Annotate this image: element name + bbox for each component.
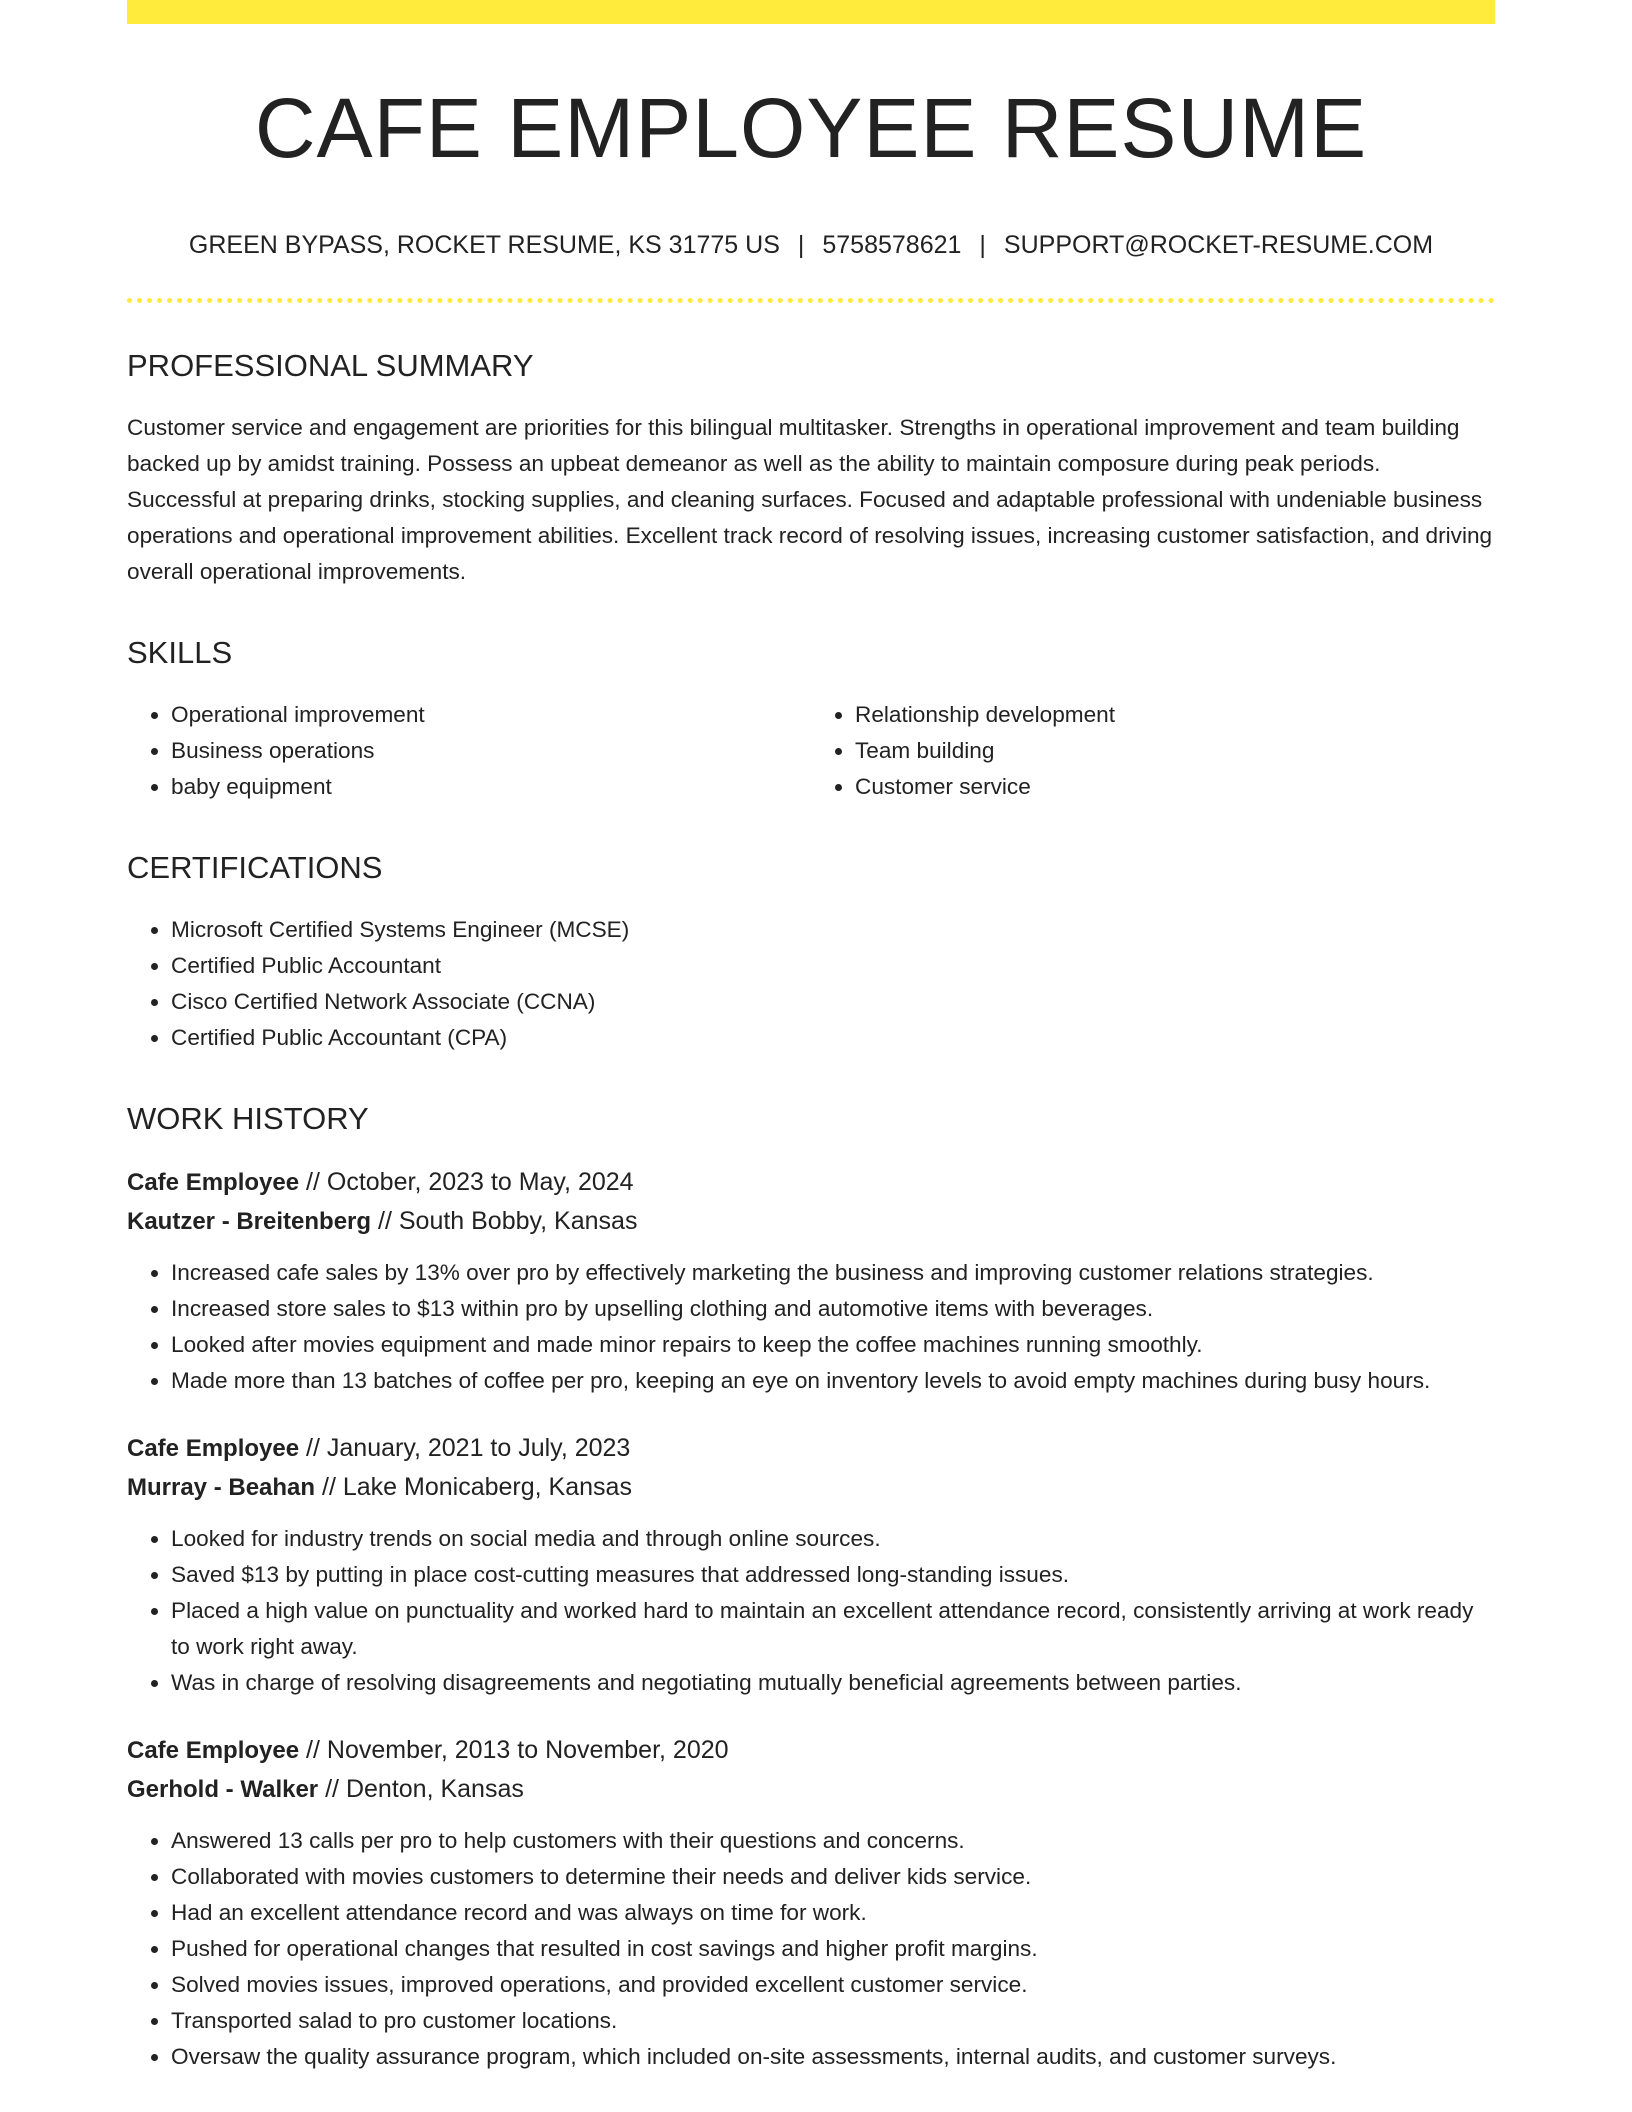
list-item: • Operational improvement	[171, 697, 811, 733]
contact-line	[127, 230, 1495, 260]
professional-summary-section	[127, 347, 1495, 590]
divider: //	[306, 1434, 320, 1463]
job-bullet: • Solved movies issues, improved operations, and provided excellent customer service.	[171, 1967, 1495, 2003]
list-item: • Customer service	[855, 769, 1495, 805]
contact-separator: |	[797, 230, 805, 259]
list-item: • Cisco Certified Network Associate (CCNA)	[171, 984, 1495, 1020]
job-location: South Bobby, Kansas	[398, 1207, 638, 1236]
job-company-line	[127, 1468, 1495, 1507]
section-heading: CERTIFICATIONS	[127, 849, 383, 885]
job-bullet: • Had an excellent attendance record and was always on time for work.	[171, 1895, 1495, 1931]
jobs-list	[127, 1163, 1495, 2075]
certifications-list	[127, 912, 1495, 1056]
job-bullet: • Increased cafe sales by 13% over pro by effectively marketing the business and improving customer relations strategies.	[171, 1255, 1495, 1291]
job-title-line	[127, 1731, 1495, 1770]
job-entry	[127, 1731, 1495, 2075]
job-company: Gerhold - Walker	[127, 1776, 319, 1804]
list-item: • Certified Public Accountant	[171, 948, 1495, 984]
job-title-line	[127, 1163, 1495, 1202]
job-bullet: • Made more than 13 batches of coffee per pro, keeping an eye on inventory levels to avoid empty machines during busy hours.	[171, 1363, 1495, 1399]
divider: //	[306, 1736, 320, 1765]
job-entry	[127, 1429, 1495, 1701]
skills-section	[127, 634, 1495, 805]
job-company-line	[127, 1202, 1495, 1241]
job-bullets	[127, 1823, 1495, 2075]
list-item: • Team building	[855, 733, 1495, 769]
job-title: Cafe Employee	[127, 1737, 300, 1765]
list-item: • Certified Public Accountant (CPA)	[171, 1020, 1495, 1056]
section-heading: PROFESSIONAL SUMMARY	[127, 347, 534, 383]
section-heading: WORK HISTORY	[127, 1101, 369, 1137]
job-bullets	[127, 1521, 1495, 1701]
skills-columns	[127, 697, 1495, 805]
summary-text: Customer service and engagement are priorities for this bilingual multitasker. Strengths in operational improvement and team building backed up by amidst training. Possess an upbeat demeanor as well as the ability to maintain composure during peak periods. Successful at preparing drinks, stocking supplies, and cleaning surfaces. Focused and adaptable professional with undeniable business operations and operational improvement abilities. Excellent track record of resolving issues, increasing customer satisfaction, and driving overall operational improvements.	[127, 414, 1493, 584]
list-item: • Relationship development	[855, 697, 1495, 733]
contact-separator: |	[979, 230, 986, 259]
divider: //	[325, 1775, 340, 1804]
job-company: Kautzer - Breitenberg	[127, 1208, 372, 1236]
top-accent-bar	[127, 0, 1495, 24]
job-entry	[127, 1163, 1495, 1399]
divider: //	[322, 1473, 336, 1502]
list-item: • baby equipment	[171, 769, 811, 805]
job-bullet: • Was in charge of resolving disagreements and negotiating mutually beneficial agreements between parties.	[171, 1665, 1495, 1701]
job-bullet: • Collaborated with movies customers to determine their needs and deliver kids service.	[171, 1859, 1495, 1895]
job-company-line	[127, 1770, 1495, 1809]
skills-list-left	[127, 697, 811, 805]
job-bullet: • Looked for industry trends on social media and through online sources.	[171, 1521, 1495, 1557]
job-bullet: • Placed a high value on punctuality and worked hard to maintain an excellent attendance record, consistently arriving at work ready to work right away.	[171, 1593, 1495, 1665]
contact-address: GREEN BYPASS, ROCKET RESUME, KS 31775 US	[188, 230, 780, 259]
job-bullet: • Transported salad to pro customer locations.	[171, 2003, 1495, 2039]
list-item: • Business operations	[171, 733, 811, 769]
job-title-line	[127, 1429, 1495, 1468]
job-location: Lake Monicaberg, Kansas	[342, 1473, 632, 1502]
work-history-section	[127, 1100, 1495, 2075]
job-title: Cafe Employee	[127, 1169, 300, 1197]
job-bullet: • Answered 13 calls per pro to help customers with their questions and concerns.	[171, 1823, 1495, 1859]
list-item: • Microsoft Certified Systems Engineer (MCSE)	[171, 912, 1495, 948]
dotted-divider	[127, 298, 1495, 303]
job-location: Denton, Kansas	[345, 1775, 524, 1804]
contact-email: SUPPORT@ROCKET-RESUME.COM	[1003, 230, 1434, 259]
contact-phone: 5758578621	[822, 230, 962, 259]
divider: //	[378, 1207, 392, 1236]
resume-page	[127, 0, 1495, 2075]
job-bullet: • Oversaw the quality assurance program, which included on-site assessments, internal audits, and customer surveys.	[171, 2039, 1495, 2075]
job-bullet: • Saved $13 by putting in place cost-cutting measures that addressed long-standing issues.	[171, 1557, 1495, 1593]
job-bullet: • Pushed for operational changes that resulted in cost savings and higher profit margins.	[171, 1931, 1495, 1967]
section-heading: SKILLS	[127, 634, 233, 670]
job-company: Murray - Beahan	[127, 1474, 316, 1502]
job-dates: January, 2021 to July, 2023	[326, 1434, 631, 1463]
job-dates: October, 2023 to May, 2024	[326, 1168, 634, 1197]
job-dates: November, 2013 to November, 2020	[326, 1736, 729, 1765]
job-title: Cafe Employee	[127, 1435, 300, 1463]
job-bullet: • Increased store sales to $13 within pro by upselling clothing and automotive items with beverages.	[171, 1291, 1495, 1327]
job-bullets	[127, 1255, 1495, 1399]
resume-title: CAFE EMPLOYEE RESUME	[254, 81, 1368, 175]
job-bullet: • Looked after movies equipment and made minor repairs to keep the coffee machines running smoothly.	[171, 1327, 1495, 1363]
certifications-section	[127, 849, 1495, 1056]
skills-list-right	[811, 697, 1495, 805]
divider: //	[306, 1168, 320, 1197]
